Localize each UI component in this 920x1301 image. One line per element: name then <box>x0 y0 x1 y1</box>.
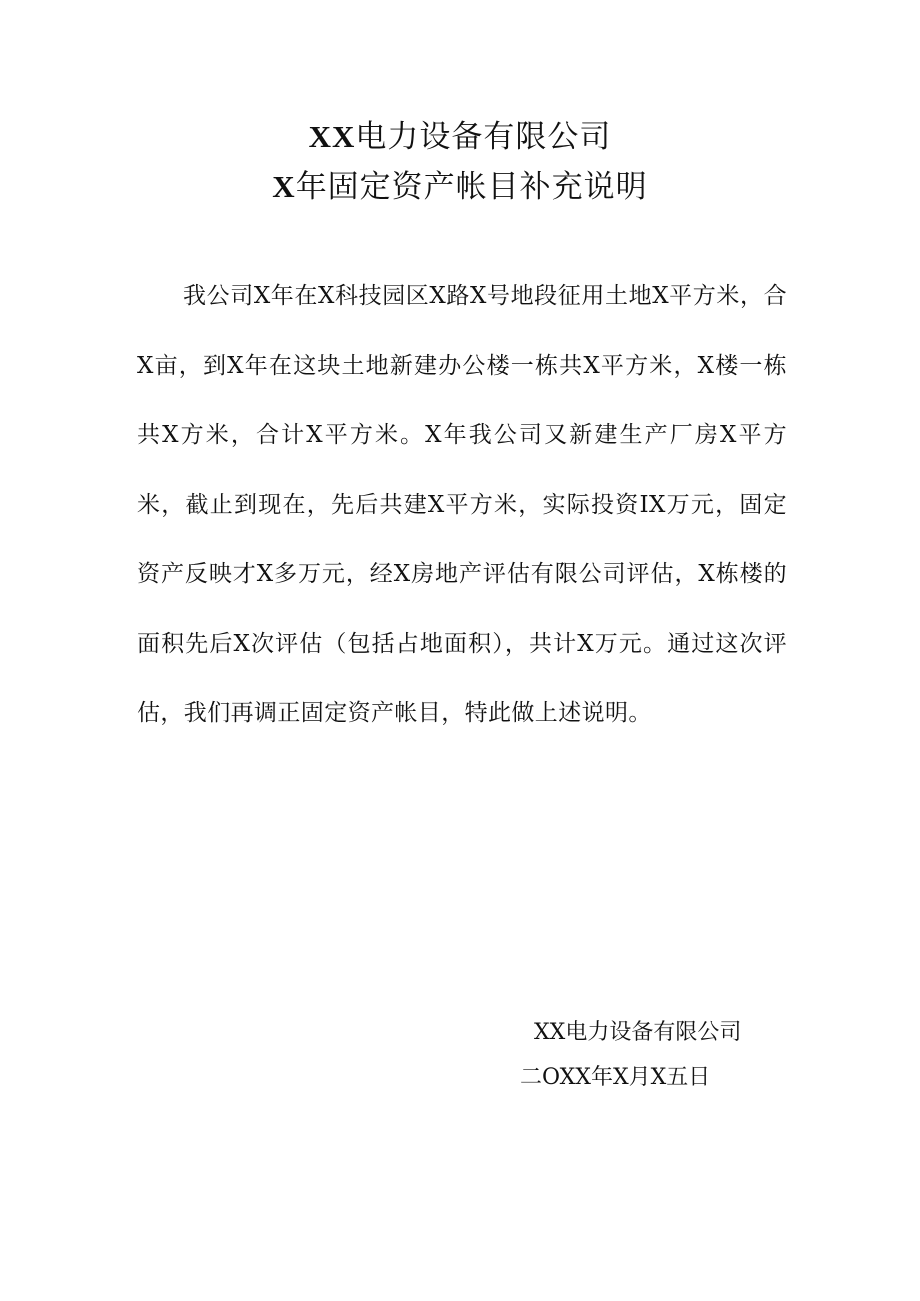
signature-block <box>520 1010 780 1100</box>
title-subject-line <box>0 162 920 212</box>
body-paragraph: 我公司X年在X科技园区X路X号地段征用土地X平方米，合X亩，到X年在这块土地新建办公楼一栋共X平方米，X楼一栋共X方米，合计X平方米。X年我公司又新建生产厂房X平方米，截止到现在，先后共建X平方米，实际投资IX万元，固定资产反映才X多万元，经X房地产评估有限公司评估，X栋楼的面积先后X次评估（包括占地面积），共计X万元。通过这次评估，我们再调正固定资产帐目，特此做上述说明。 <box>137 283 787 726</box>
document-title <box>0 112 920 212</box>
title-company-line <box>0 112 920 162</box>
signature-date: 二OXX年X月X五日 <box>520 1065 711 1090</box>
title-subject-text: 年固定资产帐目补充说明 <box>295 169 648 205</box>
title-company-name: 电力设备有限公司 <box>355 119 612 155</box>
title-company-prefix: XX <box>308 119 356 154</box>
title-subject-prefix: X <box>272 169 296 204</box>
signature-company: XX电力设备有限公司 <box>534 1020 742 1045</box>
